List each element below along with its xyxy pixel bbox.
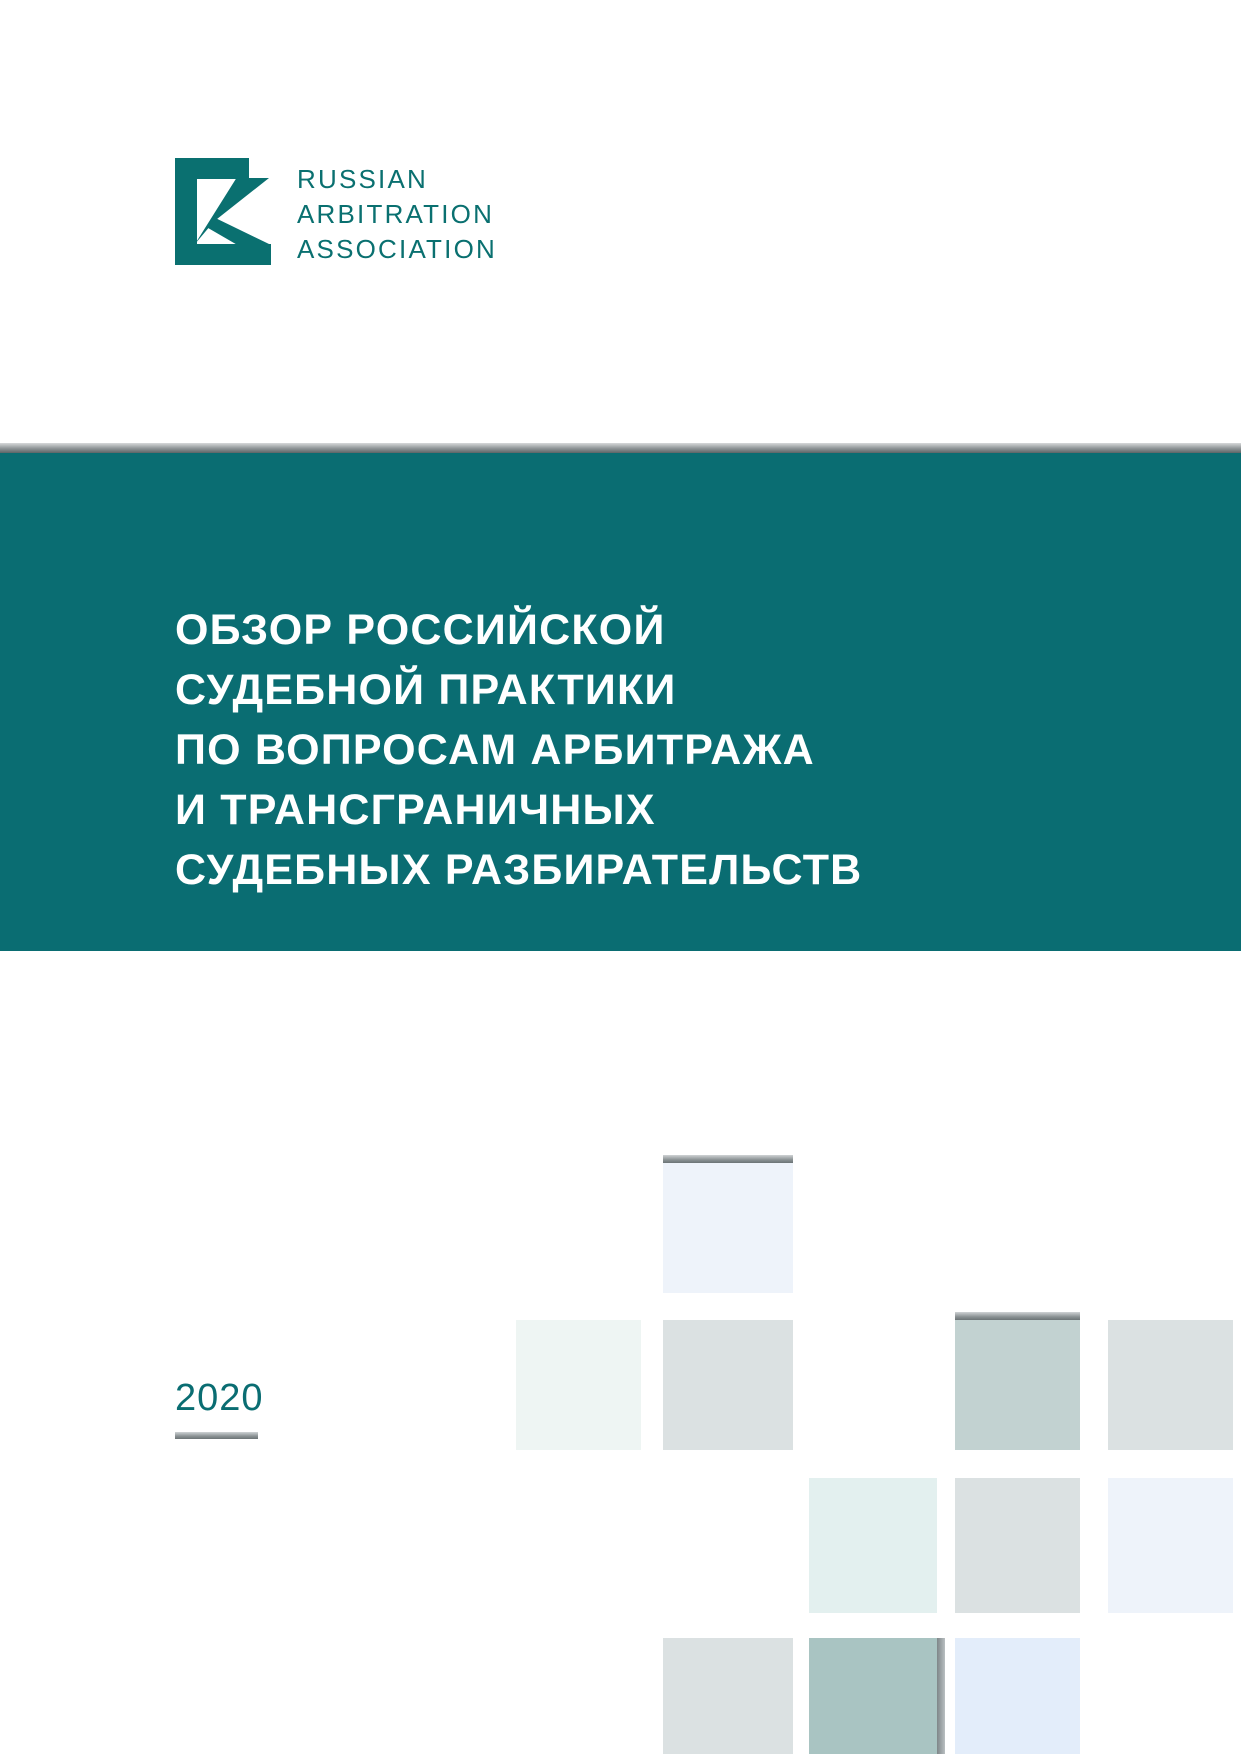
mosaic-square bbox=[1108, 1478, 1233, 1613]
mosaic-square-side-edge bbox=[937, 1638, 945, 1754]
mosaic-square bbox=[809, 1478, 937, 1613]
document-title-line-3: ПО ВОПРОСАМ АРБИТРАЖА bbox=[175, 726, 815, 774]
mosaic-square bbox=[809, 1638, 937, 1754]
mosaic-square bbox=[1108, 1320, 1233, 1450]
mosaic-square bbox=[955, 1638, 1080, 1754]
publication-year-underline bbox=[175, 1432, 258, 1439]
document-title-line-5: СУДЕБНЫХ РАЗБИРАТЕЛЬСТВ bbox=[175, 846, 863, 894]
document-title-line-4: И ТРАНСГРАНИЧНЫХ bbox=[175, 786, 656, 834]
organization-name bbox=[297, 158, 497, 267]
raa-logo-icon bbox=[175, 158, 271, 265]
organization-name-line-2: ARBITRATION bbox=[297, 199, 495, 229]
mosaic-square-top-edge bbox=[955, 1312, 1080, 1320]
document-title bbox=[175, 600, 1055, 900]
mosaic-square bbox=[516, 1320, 641, 1450]
organization-name-line-1: RUSSIAN bbox=[297, 164, 428, 194]
publication-year: 2020 bbox=[175, 1377, 264, 1419]
title-band-top-edge bbox=[0, 443, 1241, 453]
mosaic-square bbox=[663, 1320, 793, 1450]
mosaic-square bbox=[663, 1638, 793, 1754]
organization-name-line-3: ASSOCIATION bbox=[297, 234, 497, 264]
mosaic-square bbox=[955, 1320, 1080, 1450]
mosaic-square bbox=[955, 1478, 1080, 1613]
organization-logo bbox=[175, 158, 497, 267]
mosaic-square-top-edge bbox=[663, 1155, 793, 1163]
mosaic-square bbox=[663, 1163, 793, 1293]
document-title-line-2: СУДЕБНОЙ ПРАКТИКИ bbox=[175, 666, 677, 714]
document-title-line-1: ОБЗОР РОССИЙСКОЙ bbox=[175, 606, 666, 654]
